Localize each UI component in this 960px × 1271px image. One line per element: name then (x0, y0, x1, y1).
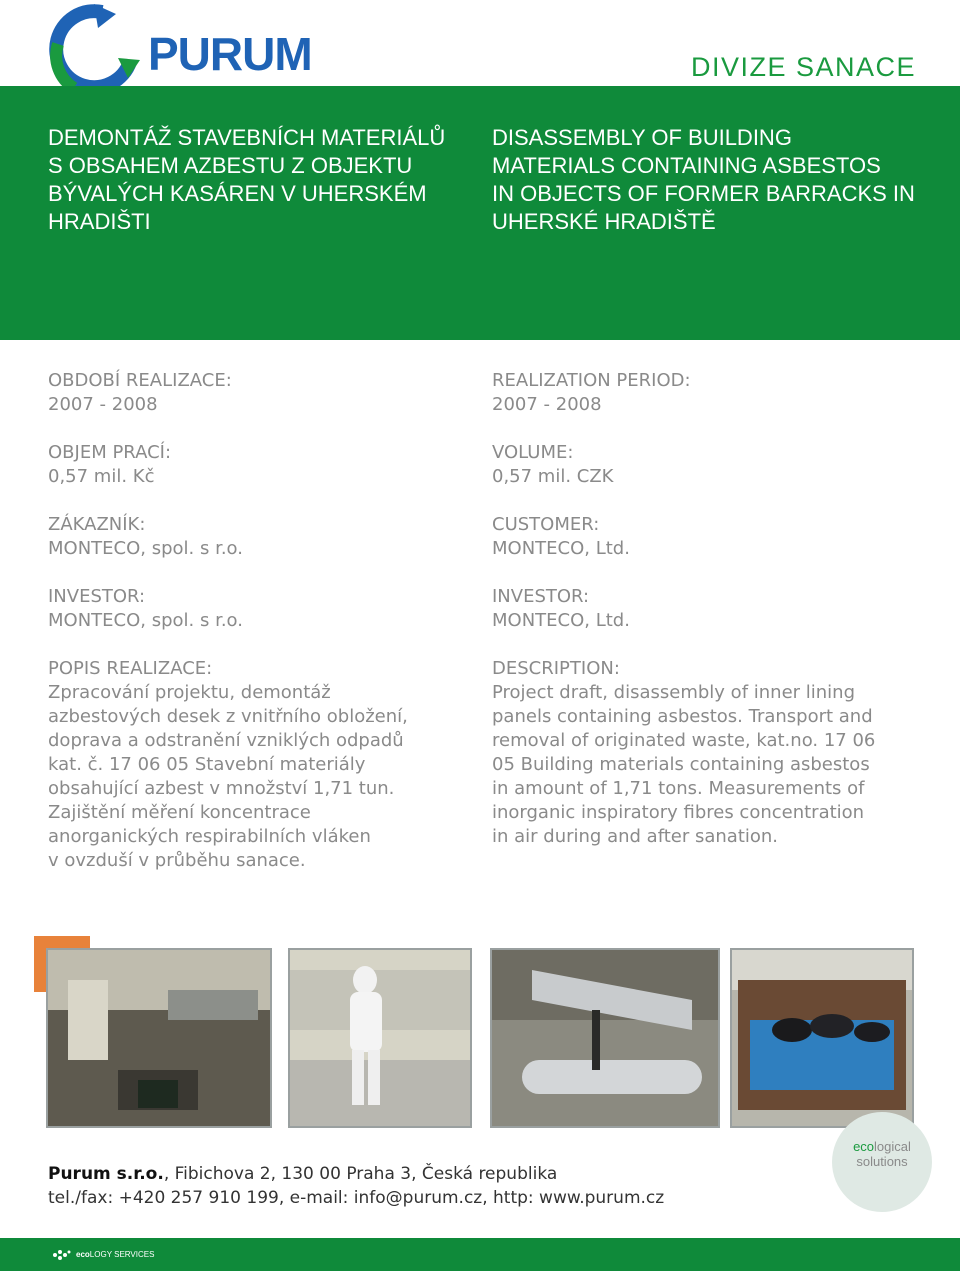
eco-suffix: logical (874, 1139, 911, 1154)
volume-block (492, 441, 932, 489)
company-address: , Fibichova 2, 130 00 Praha 3, Česká republika (163, 1164, 558, 1184)
company-name: Purum s.r.o. (48, 1164, 164, 1184)
volume-value: 0,57 mil. CZK (492, 466, 614, 487)
volume-label: VOLUME: (492, 442, 574, 463)
description-line: Zpracování projektu, demontáž (48, 682, 331, 703)
address-line (48, 1162, 664, 1186)
volume-label: OBJEM PRACÍ: (48, 442, 172, 463)
photo-interior-dismantling (46, 948, 272, 1128)
title-line: S OBSAHEM AZBESTU Z OBJEKTU (48, 153, 413, 178)
purum-logo-icon (44, 4, 144, 96)
eco-prefix: eco (853, 1139, 875, 1154)
customer-block (492, 513, 932, 561)
ecological-solutions-text (842, 1139, 922, 1169)
project-details-czech (48, 369, 468, 897)
investor-block (48, 585, 468, 633)
title-line: HRADIŠTI (48, 209, 151, 234)
period-value: 2007 - 2008 (492, 394, 602, 415)
description-line: in amount of 1,71 tons. Measurements of (492, 778, 865, 799)
customer-block (48, 513, 468, 561)
period-label: REALIZATION PERIOD: (492, 370, 691, 391)
eco-services-suffix: LOGY SERVICES (89, 1250, 155, 1259)
photo-protective-suit (288, 948, 472, 1128)
photo-waste-container (730, 948, 914, 1128)
volume-block (48, 441, 468, 489)
description-line: inorganic inspiratory fibres concentration (492, 802, 865, 823)
purum-logo[interactable] (44, 4, 344, 96)
customer-value: MONTECO, spol. s r.o. (48, 538, 243, 559)
description-line: obsahující azbest v množství 1,71 tun. (48, 778, 395, 799)
photo-protective-suit-image (290, 950, 470, 1126)
project-details-english (492, 369, 932, 873)
solutions-label: solutions (856, 1154, 908, 1169)
description-line: panels containing asbestos. Transport and (492, 706, 873, 727)
investor-value: MONTECO, spol. s r.o. (48, 610, 243, 631)
title-line: UHERSKÉ HRADIŠTĚ (492, 209, 716, 234)
description-block (492, 657, 932, 849)
contact-line[interactable]: tel./fax: +420 257 910 199, e-mail: info@purum.cz, http: www.purum.cz (48, 1188, 665, 1208)
period-label: OBDOBÍ REALIZACE: (48, 370, 232, 391)
description-line: 05 Building materials containing asbestos (492, 754, 870, 775)
period-value: 2007 - 2008 (48, 394, 158, 415)
investor-block (492, 585, 932, 633)
description-line: v ovzduší v průběhu sanace. (48, 850, 306, 871)
ecology-services-logo (52, 1246, 154, 1264)
eco-services-prefix: eco (76, 1250, 90, 1259)
title-czech (48, 124, 468, 236)
volume-value: 0,57 mil. Kč (48, 466, 155, 487)
title-line: BÝVALÝCH KASÁREN V UHERSKÉM (48, 181, 427, 206)
brand-name: PURUM (148, 28, 312, 80)
description-label: POPIS REALIZACE: (48, 658, 213, 679)
description-line: Project draft, disassembly of inner lining (492, 682, 856, 703)
title-line: MATERIALS CONTAINING ASBESTOS (492, 153, 881, 178)
customer-label: ZÁKAZNÍK: (48, 514, 146, 535)
investor-value: MONTECO, Ltd. (492, 610, 630, 631)
footer-contact (48, 1162, 664, 1210)
description-line: Zajištění měření koncentrace (48, 802, 311, 823)
description-block (48, 657, 468, 873)
description-label: DESCRIPTION: (492, 658, 620, 679)
division-title: DIVIZE SANACE (690, 52, 916, 82)
investor-label: INVESTOR: (48, 586, 146, 607)
title-line: IN OBJECTS OF FORMER BARRACKS IN (492, 181, 915, 206)
customer-label: CUSTOMER: (492, 514, 600, 535)
description-line: removal of originated waste, kat.no. 17 06 (492, 730, 876, 751)
customer-value: MONTECO, Ltd. (492, 538, 630, 559)
description-line: in air during and after sanation. (492, 826, 779, 847)
title-line: DEMONTÁŽ STAVEBNÍCH MATERIÁLŮ (48, 125, 446, 150)
title-line: DISASSEMBLY OF BUILDING (492, 125, 792, 150)
photo-wrapped-duct (490, 948, 720, 1128)
photo-waste-container-image (732, 950, 912, 1126)
description-line: doprava a odstranění vzniklých odpadů (48, 730, 404, 751)
photo-wrapped-duct-image (492, 950, 718, 1126)
description-line: kat. č. 17 06 05 Stavební materiály (48, 754, 366, 775)
photo-interior-image (48, 950, 270, 1126)
period-block (492, 369, 932, 417)
description-line: azbestových desek z vnitřního obložení, (48, 706, 408, 727)
description-line: anorganických respirabilních vláken (48, 826, 371, 847)
period-block (48, 369, 468, 417)
ecology-services-icon (52, 1248, 72, 1262)
title-english (492, 124, 932, 236)
investor-label: INVESTOR: (492, 586, 590, 607)
